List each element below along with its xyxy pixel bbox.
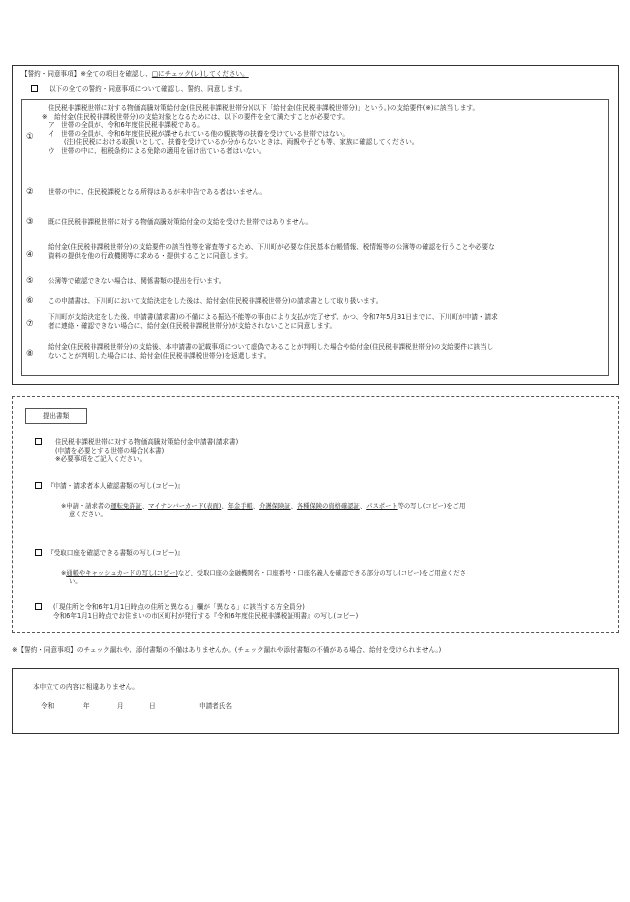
item-number-6: ⑥ — [26, 296, 34, 306]
item-number-3: ③ — [26, 217, 34, 227]
pledge-item-5: 公簿等で確認できない場合は、関係書類の提出を行います。 — [48, 277, 226, 285]
documents-section — [12, 396, 619, 633]
doc4-checkbox[interactable] — [35, 603, 42, 610]
doc3-note: ※通帳やキャッシュカードの写し(コピー)など、受取口座の金融機関名・口座番号・口座名義人を確認できる部分の写し(コピー)をご用意くださ い。 — [61, 570, 466, 586]
item-number-1: ① — [26, 132, 34, 142]
doc3-checkbox[interactable] — [35, 549, 42, 556]
doc2-title: 『申請・請求者本人確認書類の写し(コピー)』 — [47, 482, 184, 490]
signature-statement: 本申立ての内容に相違ありません。 — [33, 683, 139, 691]
pledge-section — [12, 65, 619, 385]
pledge-items-box — [21, 99, 609, 376]
pledge-item-1: 住民税非課税世帯に対する物価高騰対策給付金(住民税非課税世帯分)(以下「給付金(住民税非課税世帯分)」という。)の支給要件(※)に該当します。 ※ 給付金(住民税非課税世帯分)の支給対象となるためには、以下の要件を全て満たすことが必要です。 ア 世帯の全員が、令和6年度住民税非課税である。 イ 世帯の全員が、令和6年度住民税が課せられている他の親族等の扶養を受けている世帯ではない。 (注)住民税における取扱いとして、扶養を受けているか分からないときは、両親や子ども等、家族に確認してください。 ウ 世帯の中に、租税条約による免除の適用を届け出ている者はいない。 — [42, 104, 480, 155]
signature-year: 年 — [83, 702, 90, 710]
item-number-5: ⑤ — [26, 276, 34, 286]
doc1-text: 住民税非課税世帯に対する物価高騰対策給付金申請書(請求書) (申請を必要とする世帯の場合)(本書) ※必要事項をご記入ください。 — [55, 438, 239, 464]
signature-box — [12, 668, 619, 734]
signature-era: 令和 — [41, 702, 55, 710]
pledge-heading: 【誓約・同意事項】※全ての項目を確認し、□にチェック(レ)してください。 — [21, 70, 249, 78]
signature-day: 日 — [149, 702, 156, 710]
pledge-item-2: 世帯の中に、住民税課税となる所得はあるが未申告である者はいません。 — [48, 188, 266, 196]
documents-label: 提出書類 — [25, 408, 87, 424]
notice-text: ※【誓約・同意事項】のチェック漏れや、添付書類の不備はありませんか。(チェック漏れや添付書類の不備がある場合、給付を受けられません。) — [12, 646, 442, 654]
pledge-item-4: 給付金(住民税非課税世帯分)の支給要件の該当性等を審査等するため、下川町が必要な住民基本台帳情報、税情報等の公簿等の確認を行うことや必要な 資料の提供を他の行政機関等に求める・提供することに同意します。 — [48, 243, 495, 260]
item-number-2: ② — [26, 187, 34, 197]
doc3-title: 『受取口座を確認できる書類の写し(コピー)』 — [47, 549, 184, 557]
pledge-item-3: 既に住民税非課税世帯に対する物価高騰対策給付金の支給を受けた世帯ではありません。 — [48, 218, 313, 226]
pledge-item-8: 給付金(住民税非課税世帯分)の支給後、本申請書の記載事項について虚偽であることが判明した場合や給付金(住民税非課税世帯分)の支給要件に該当し ないことが判明した場合には、給付金(住民税非課税世帯分)を返還します。 — [48, 343, 494, 360]
item-number-4: ④ — [26, 250, 34, 260]
doc2-checkbox[interactable] — [35, 482, 42, 489]
applicant-name-label: 申請者氏名 — [199, 702, 232, 710]
confirm-all-label: 以下の全ての誓約・同意事項について確認し、誓約、同意します。 — [49, 85, 247, 93]
doc4-text: (「現住所と令和6年1月1日時点の住所と異なる」欄が「異なる」に該当する方全員分) 令和6年1月1日時点でお住まいの市区町村が発行する『令和6年度住民税非課税証明書』の写し(コピー) — [53, 603, 359, 620]
doc1-checkbox[interactable] — [35, 438, 42, 445]
confirm-all-checkbox[interactable] — [31, 85, 38, 92]
pledge-item-6: この申請書は、下川町において支給決定をした後は、給付金(住民税非課税世帯分)の請求書として取り扱います。 — [48, 297, 383, 305]
pledge-item-7: 下川町が支給決定をした後、申請書(請求書)の不備による振込不能等の事由により支払が完了せず、かつ、令和7年5月31日までに、下川町が申請・請求 者に連絡・確認できない場合に、給付金(住民税非課税世帯分)が支給されないことに同意します。 — [48, 313, 498, 330]
item-number-7: ⑦ — [26, 319, 34, 329]
signature-month: 月 — [117, 702, 124, 710]
doc2-note: ※申請・請求者の運転免許証、マイナンバーカード(表面)、年金手帳、介護保険証、各種保険の資格確認証、パスポート等の写し(コピー)をご用 意ください。 — [61, 503, 466, 519]
item-number-8: ⑧ — [26, 349, 34, 359]
